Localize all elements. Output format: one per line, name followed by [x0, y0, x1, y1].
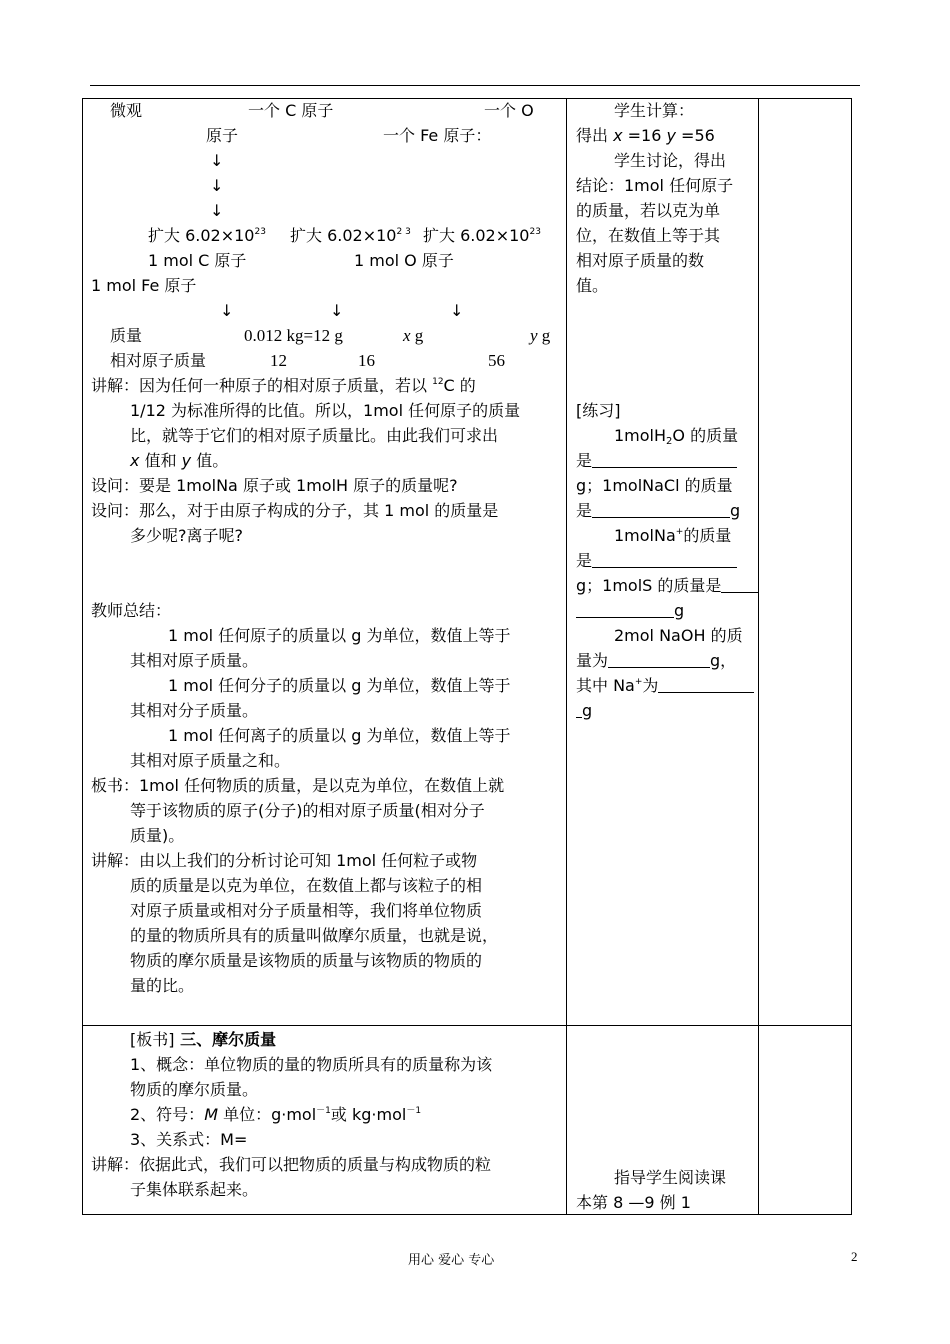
- down-arrow-icon: ↓: [220, 301, 234, 320]
- summary-item: 1 mol 任何离子的质量以 g 为单位，数值上等于: [168, 726, 511, 745]
- row-divider: [82, 1025, 852, 1026]
- question-2-line: 多少呢?离子呢?: [130, 526, 243, 545]
- relation-item: 3、关系式：M=: [130, 1130, 248, 1149]
- student-calc: 学生计算：: [614, 101, 695, 120]
- table-border-top: [82, 98, 852, 99]
- mass-o-value: x g: [403, 326, 424, 345]
- explanation-2-line: 质的质量是以克为单位，在数值上都与该粒子的相: [130, 876, 483, 895]
- down-arrow-icon: ↓: [210, 151, 224, 170]
- fe-atom-label: 一个 Fe 原子：: [383, 126, 492, 145]
- answer-blank[interactable]: [721, 576, 759, 593]
- explanation-2: 讲解：由以上我们的分析讨论可知 1mol 任何粒子或物: [91, 851, 478, 870]
- exercise-title: [练习]: [576, 401, 621, 420]
- student-discussion-line: 相对原子质量的数: [576, 251, 705, 270]
- exercise-5-line: 量为 g，: [576, 651, 737, 670]
- definition-item: 1、概念：单位物质的量的物质所具有的质量称为该: [130, 1055, 493, 1074]
- answer-blank[interactable]: [592, 551, 737, 568]
- student-discussion-line: 位，在数值上等于其: [576, 226, 721, 245]
- down-arrow-icon: ↓: [330, 301, 344, 320]
- footer-motto: 用心 爱心 专心: [408, 1253, 495, 1268]
- mass-c-value: 0.012 kg=12 g: [244, 326, 343, 345]
- answer-blank[interactable]: [608, 651, 710, 668]
- definition-item-line: 物质的摩尔质量。: [130, 1080, 259, 1099]
- exercise-4-line: g: [576, 598, 684, 623]
- board-note-line: 质量)。: [130, 826, 185, 845]
- board-heading: [板书] 三、摩尔质量: [130, 1030, 277, 1049]
- relative-mass-label: 相对原子质量: [110, 351, 207, 370]
- table-border-left: [82, 98, 83, 1215]
- summary-item-line: 其相对原子质量之和。: [130, 751, 291, 770]
- explanation-1: 讲解：因为任何一种原子的相对原子质量，若以 $^{12}$C 的: [91, 376, 476, 395]
- student-result: 得出 x =16 y =56: [576, 126, 715, 145]
- summary-item: 1 mol 任何分子的质量以 g 为单位，数值上等于: [168, 676, 511, 695]
- student-discussion-line: 的质量，若以克为单: [576, 201, 721, 220]
- o-atom-label: 一个 O: [484, 101, 534, 120]
- mass-fe-value: y g: [530, 326, 551, 345]
- expand-fe: 扩大 $6.02\times 10^{23}$: [423, 226, 541, 245]
- o-atom-label-cont: 原子: [206, 126, 239, 145]
- relative-mass-c: 12: [270, 351, 287, 370]
- relative-mass-o: 16: [358, 351, 375, 370]
- exercise-5-line: 其中 Na+为: [576, 673, 754, 698]
- reading-guide-line: 本第 8 —9 例 1: [576, 1193, 691, 1212]
- mol-o-label: 1 mol O 原子: [354, 251, 454, 270]
- explanation-2-line: 对原子质量或相对分子质量相等，我们将单位物质: [130, 901, 483, 920]
- explanation-1-line: 1/12 为标准所得的比值。所以，1mol 任何原子的质量: [130, 401, 521, 420]
- summary-title: 教师总结：: [91, 601, 172, 620]
- symbol-item: 2、符号：M 单位：g·mol$^{-1}$或 kg·mol$^{-1}$: [130, 1105, 422, 1124]
- mol-fe-label: 1 mol Fe 原子: [91, 276, 197, 295]
- exercise-1: 1molH$_2$O 的质量: [614, 426, 739, 447]
- down-arrow-icon: ↓: [210, 176, 224, 195]
- explanation-3: 讲解：依据此式，我们可以把物质的质量与构成物质的粒: [91, 1155, 492, 1174]
- expand-o: 扩大 $6.02\times 10^{2 3}$: [290, 226, 411, 245]
- down-arrow-icon: ↓: [450, 301, 464, 320]
- explanation-1-line: x 值和 y 值。: [130, 451, 229, 470]
- column-divider-1: [566, 98, 567, 1215]
- question-1: 设问：要是 1molNa 原子或 1molH 原子的质量呢?: [91, 476, 458, 495]
- student-discussion-line: 结论：1mol 任何原子: [576, 176, 734, 195]
- explanation-2-line: 的量的物质所具有的质量叫做摩尔质量，也就是说，: [130, 926, 499, 945]
- exercise-5: 2mol NaOH 的质: [614, 626, 743, 645]
- summary-item-line: 其相对原子质量。: [130, 651, 259, 670]
- mass-label: 质量: [110, 326, 143, 345]
- header-rule: [90, 85, 860, 86]
- explanation-1-line: 比，就等于它们的相对原子质量比。由此我们可求出: [130, 426, 499, 445]
- expand-c: 扩大 $6.02\times 10^{23}$: [148, 226, 266, 245]
- exercise-2-line: 是 g: [576, 501, 741, 520]
- answer-blank[interactable]: [658, 676, 754, 693]
- relative-mass-fe: 56: [488, 351, 505, 370]
- board-note: 板书：1mol 任何物质的质量，是以克为单位，在数值上就: [91, 776, 505, 795]
- micro-label: 微观: [110, 101, 143, 120]
- exercise-1-line: 是: [576, 448, 737, 473]
- explanation-3-line: 子集体联系起来。: [130, 1180, 259, 1199]
- exercise-2: g；1molNaCl 的质量: [576, 476, 733, 495]
- down-arrow-icon: ↓: [210, 201, 224, 220]
- answer-blank[interactable]: [592, 501, 730, 518]
- exercise-5-line: g: [576, 698, 592, 723]
- exercise-3-line: 是: [576, 548, 737, 573]
- student-discussion-line: 值。: [576, 276, 609, 295]
- table-border-right: [851, 98, 852, 1215]
- table-border-bottom: [82, 1214, 852, 1215]
- explanation-2-line: 物质的摩尔质量是该物质的质量与该物质的物质的: [130, 951, 483, 970]
- question-2: 设问：那么，对于由原子构成的分子，其 1 mol 的质量是: [91, 501, 499, 520]
- reading-guide: 指导学生阅读课: [614, 1168, 727, 1187]
- board-note-line: 等于该物质的原子(分子)的相对原子质量(相对分子: [130, 801, 485, 820]
- exercise-4: g；1molS 的质量是: [576, 573, 759, 598]
- c-atom-label: 一个 C 原子: [248, 101, 334, 120]
- answer-blank[interactable]: [592, 451, 737, 468]
- page-number: 2: [851, 1249, 858, 1264]
- mol-c-label: 1 mol C 原子: [148, 251, 247, 270]
- explanation-2-line: 量的比。: [130, 976, 195, 995]
- summary-item: 1 mol 任何原子的质量以 g 为单位，数值上等于: [168, 626, 511, 645]
- column-divider-2: [758, 98, 759, 1215]
- summary-item-line: 其相对分子质量。: [130, 701, 259, 720]
- student-discussion: 学生讨论，得出: [614, 151, 727, 170]
- answer-blank[interactable]: [576, 601, 674, 618]
- exercise-3: 1molNa+的质量: [614, 526, 732, 545]
